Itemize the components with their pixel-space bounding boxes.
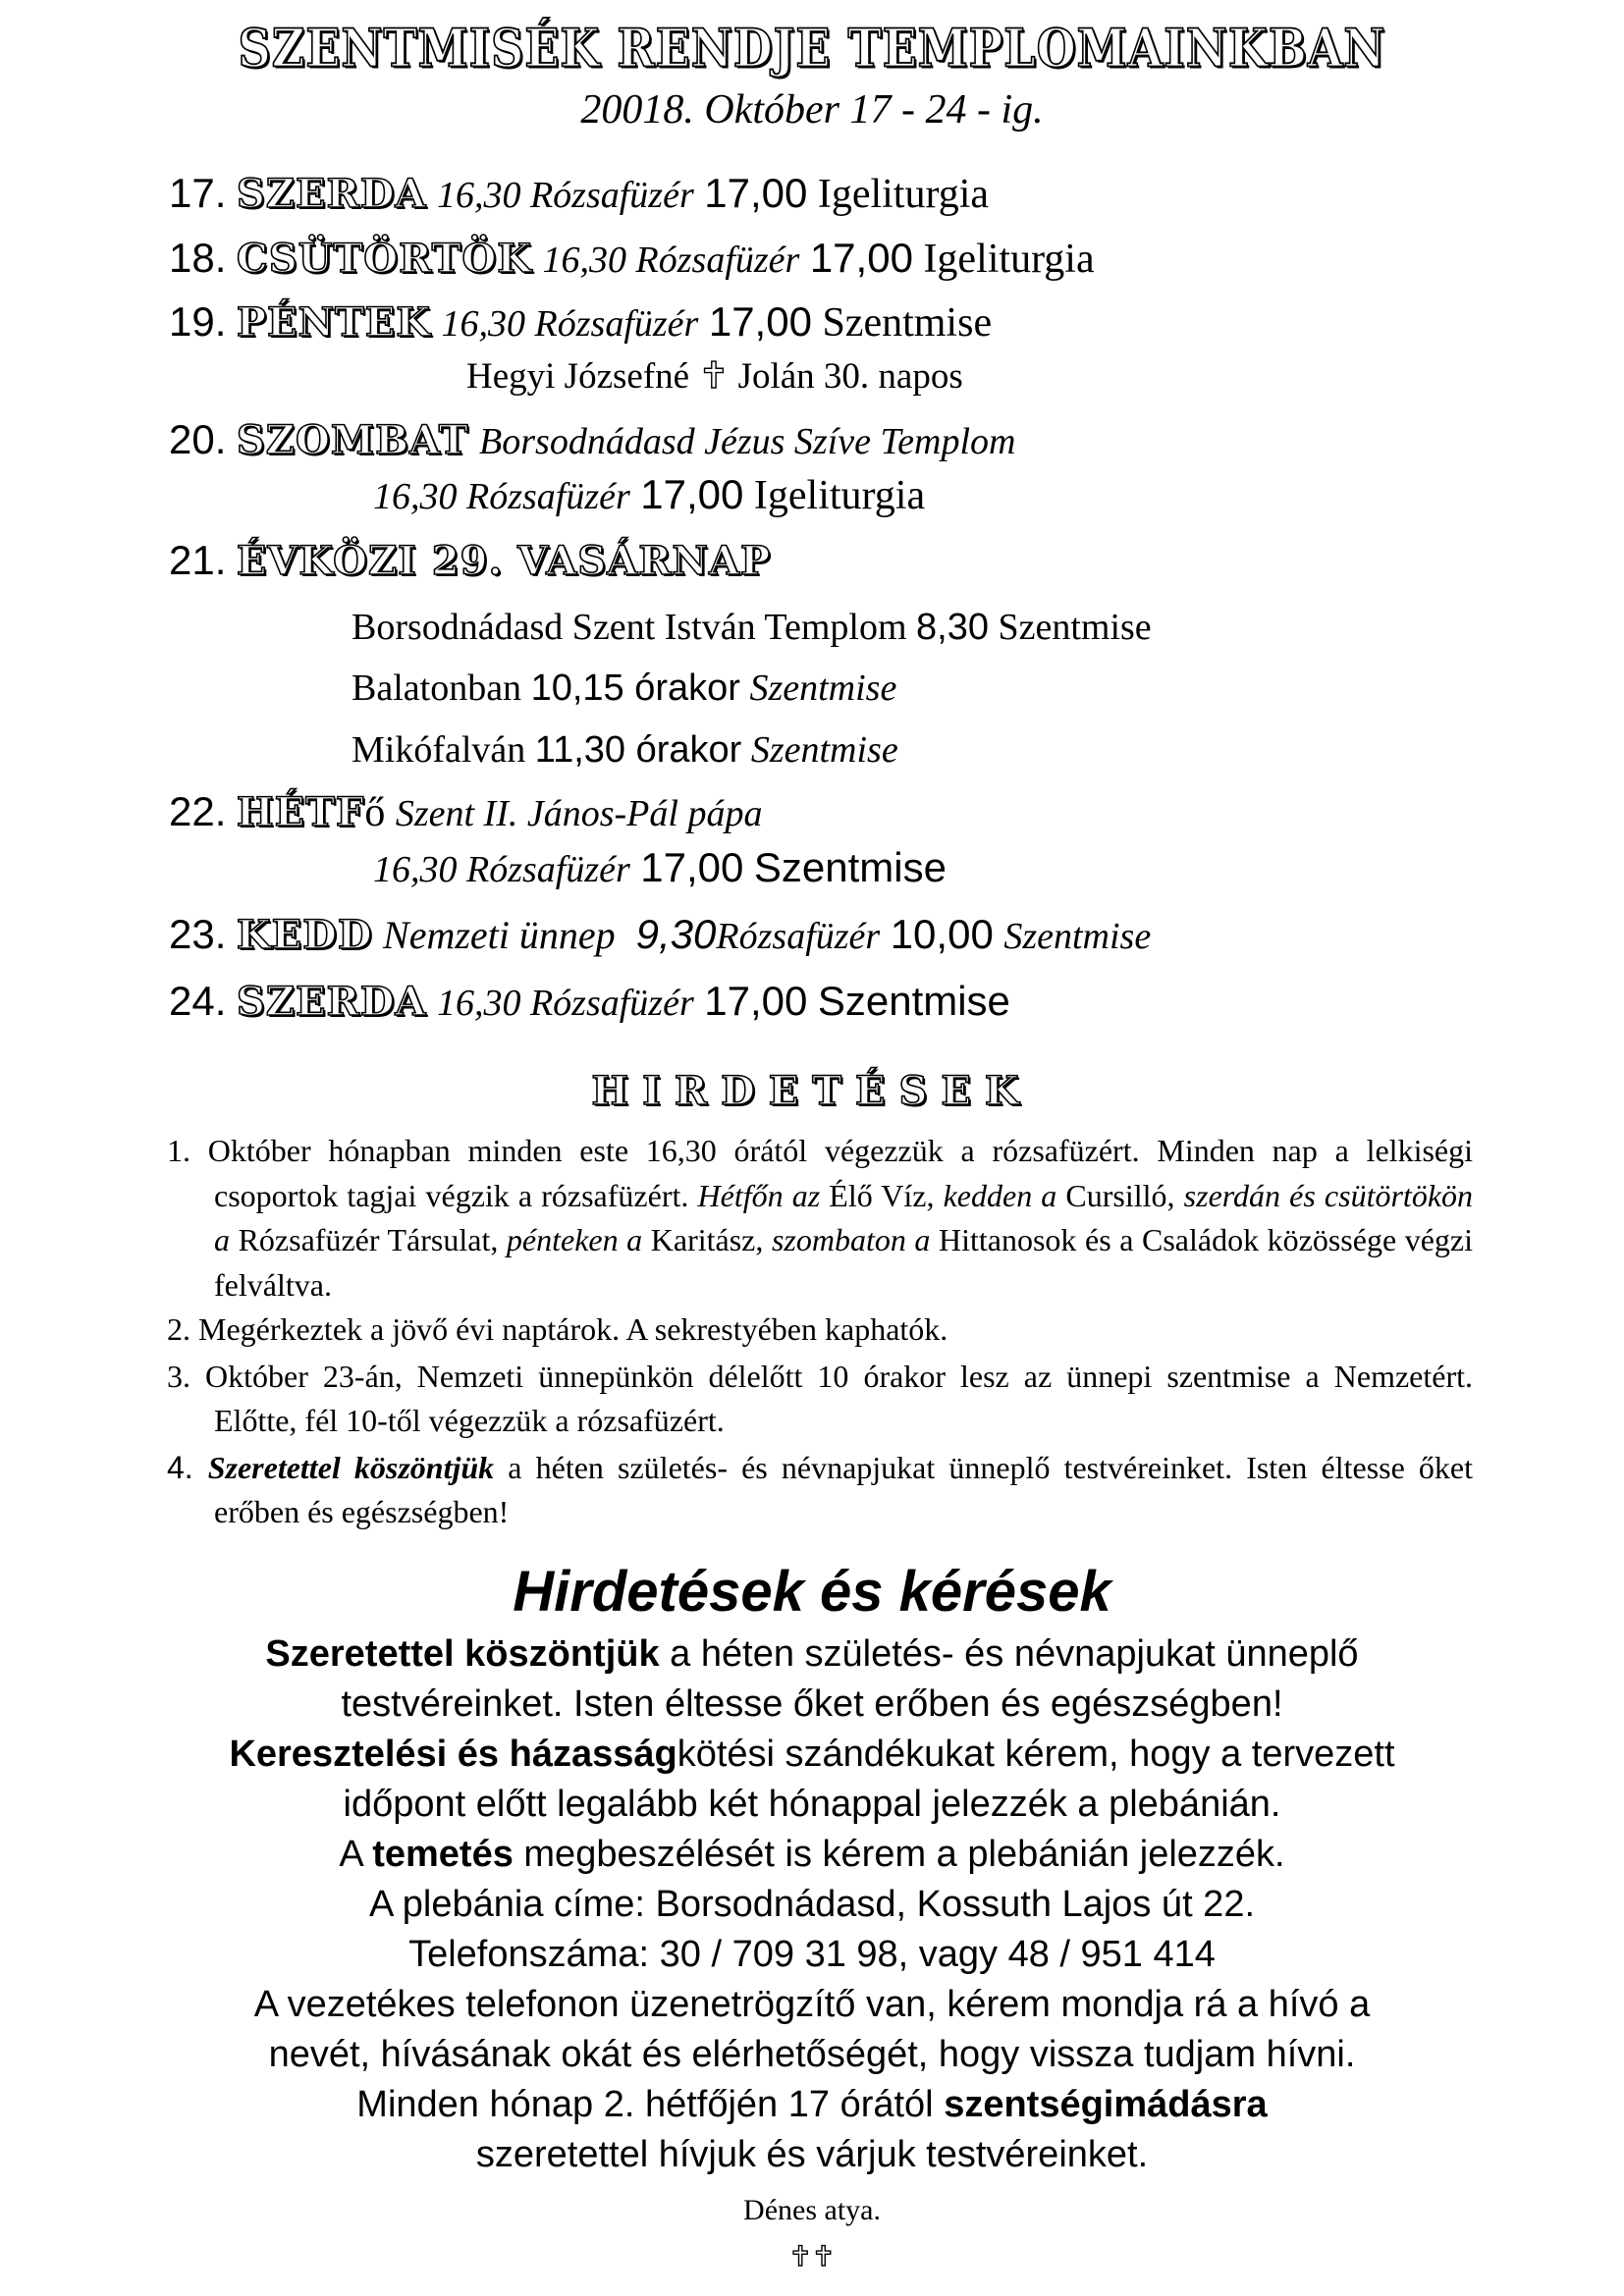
rosary-time: 16,30 Rózsafüzér (436, 175, 694, 216)
request-line (0, 2130, 1624, 2180)
announcement-text: Karitász, (650, 1222, 772, 1257)
service-label: Igeliturgia (923, 237, 1095, 282)
request-line (0, 1830, 1624, 1880)
day-name: ÉVKÖZI 29. VASÁRNAP (236, 538, 772, 584)
announcement-number: 2. (167, 1311, 198, 1347)
day-number: 23. (169, 911, 227, 957)
requests-heading: Hirdetések és kérések (513, 1560, 1111, 1624)
memorial-detail: Jolán 30. napos (737, 356, 963, 397)
service-label: Szentmise (1003, 916, 1152, 957)
service-label: Igeliturgia (817, 172, 990, 217)
day-name-tail: ő (364, 790, 386, 835)
mass-label: Szentmise (749, 667, 897, 709)
request-text: időpont előtt legalább két hónappal jelezzék a plebánián. (343, 1784, 1281, 1825)
request-text: A plebánia címe: Borsodnádasd, Kossuth Lajos út 22. (368, 1884, 1256, 1925)
request-text: Telefonszáma: 30 / 709 31 98, vagy 48 / 951 414 (408, 1934, 1216, 1975)
request-line (0, 2080, 1624, 2130)
announcement-number: 1. (167, 1133, 208, 1168)
rosary-label: Rózsafüzér (716, 916, 881, 957)
mass-time: 8,30 (916, 607, 989, 648)
announcement-text: a héten születés- és névnapjukat ünneplő testvéreinket. Isten éltesse őket erőben és egészségben! (214, 1449, 1474, 1529)
feast-name: Szent II. János-Pál pápa (395, 793, 763, 834)
schedule-row-19 (169, 297, 992, 348)
day-number: 20. (169, 416, 227, 462)
service-time: 17,00 (809, 235, 913, 281)
announcements-list (167, 1129, 1473, 1535)
request-emphasis: Szeretettel köszöntjük (265, 1633, 660, 1675)
memorial-name: Hegyi Józsefné (466, 356, 690, 397)
announcement-text: kedden a (943, 1177, 1066, 1213)
day-name: PÉNTEK (236, 299, 432, 346)
date-range: 20018. Október 17 - 24 - ig. (580, 87, 1044, 133)
service-time: 17,00 (640, 471, 744, 517)
schedule-row-23 (169, 910, 1151, 961)
announcement-text: Megérkeztek a jövő évi naptárok. A sekrestyében kaphatók. (198, 1311, 948, 1347)
day-number: 17. (169, 170, 227, 216)
cross-icon: ✝ (698, 354, 730, 397)
request-line (0, 1980, 1624, 2030)
announcement-text: pénteken a (506, 1222, 651, 1257)
request-emphasis: temetés (372, 1834, 514, 1875)
mass-time: 11,30 órakor (534, 729, 742, 771)
service-label: Szentmise (822, 300, 993, 346)
service-label: Igeliturgia (753, 473, 926, 518)
request-emphasis: Keresztelési és házasság (229, 1734, 677, 1775)
service-time: 17,00 (708, 298, 812, 345)
announcement-item (167, 1446, 1473, 1535)
announcement-text: szombaton a (771, 1222, 939, 1257)
schedule-row-20-times (373, 470, 925, 521)
request-text: Minden hónap 2. hétfőjén 17 órától (356, 2084, 945, 2125)
request-line (0, 1880, 1624, 1930)
rosary-time: 16,30 Rózsafüzér (436, 983, 694, 1024)
rosary-time: 16,30 Rózsafüzér (542, 240, 800, 281)
schedule-row-17 (169, 169, 989, 220)
announcement-text: Élő Víz, (829, 1177, 944, 1213)
day-name: HÉTF (236, 789, 365, 835)
announcement-text: Rózsafüzér Társulat, (238, 1222, 507, 1257)
announcement-text: szerdán és csütörtökön a (214, 1177, 1474, 1257)
announcement-item (167, 1355, 1473, 1444)
request-line (0, 1680, 1624, 1730)
announcement-number: 4. (167, 1449, 208, 1485)
request-text: kötési szándékukat kérem, hogy a tervezett (677, 1734, 1395, 1775)
announcement-item (167, 1308, 1473, 1353)
day-number: 22. (169, 788, 227, 834)
day-number: 18. (169, 235, 227, 281)
schedule-row-18 (169, 234, 1095, 285)
request-text: A (339, 1834, 373, 1875)
mass-label: Szentmise (750, 729, 898, 771)
day-number: 21. (169, 537, 227, 583)
rosary-time: 16,30 Rózsafüzér (373, 849, 630, 890)
service-time: 17,00 (704, 978, 808, 1024)
request-line (0, 1629, 1624, 1680)
schedule-row-20 (169, 415, 1015, 466)
day-number: 24. (169, 978, 227, 1024)
mass-time: 10,15 órakor (530, 667, 740, 709)
mass-line (352, 603, 1152, 652)
day-number: 19. (169, 298, 227, 345)
service-label: Szentmise (817, 978, 1010, 1024)
location: Borsodnádasd Jézus Szíve Templom (479, 421, 1016, 462)
request-line (0, 1730, 1624, 1780)
schedule-row-22 (169, 787, 762, 838)
cross-icon: ✝ (788, 2240, 812, 2272)
requests-block (0, 1629, 1624, 2180)
announcement-text: Cursilló, (1065, 1177, 1184, 1213)
rosary-time: 16,30 Rózsafüzér (441, 303, 699, 345)
announcement-item (167, 1129, 1473, 1308)
rosary-time: 16,30 Rózsafüzér (373, 476, 630, 517)
mass-place: Borsodnádasd Szent István Templom (352, 607, 907, 648)
request-text: szeretettel hívjuk és várjuk testvéreinket. (475, 2134, 1149, 2175)
announcement-text: Hittanosok és a Családok közössége végzi felváltva. (214, 1222, 1474, 1303)
request-text: A vezetékes telefonon üzenetrögzítő van, kérem mondja rá a hívó a (253, 1984, 1371, 2025)
mass-place: Mikófalván (352, 729, 526, 771)
schedule-row-22-times (373, 843, 947, 894)
service-time: 17,00 (640, 844, 744, 890)
request-text: testvéreinket. Isten éltesse őket erőben és egészségben! (341, 1683, 1283, 1725)
day-name: SZOMBAT (236, 417, 469, 463)
memorial-note (466, 351, 963, 401)
mass-line (352, 664, 896, 713)
service-time: 17,00 (704, 170, 808, 216)
service-label: Szentmise (753, 844, 947, 890)
cross-icon: ✝ (812, 2240, 836, 2272)
announcement-number: 3. (167, 1358, 206, 1394)
page-title: SZENTMISÉK RENDJE TEMPLOMAINKBAN (238, 17, 1386, 80)
request-text: megbeszélését is kérem a plebánián jelezzék. (513, 1834, 1285, 1875)
day-name: KEDD (236, 912, 373, 958)
signature-crosses (0, 2240, 1624, 2273)
request-emphasis: szentségimádásra (944, 2084, 1268, 2125)
request-line (0, 2030, 1624, 2080)
announcements-heading: HIRDETÉSEK (591, 1068, 1033, 1114)
day-name: SZERDA (236, 979, 427, 1025)
announcement-text: Hétfőn az (697, 1177, 830, 1213)
mass-label: Szentmise (998, 607, 1152, 648)
request-line (0, 1780, 1624, 1830)
request-text: a héten születés- és névnapjukat ünneplő (659, 1633, 1359, 1675)
mass-line (352, 725, 898, 774)
announcement-text: Október 23-án, Nemzeti ünnepünkön délelőtt 10 órakor lesz az ünnepi szentmise a Nemzetért. Előtte, fél 10-től végezzük a rózsafüzért. (205, 1358, 1474, 1438)
rosary-time: 9,30 (635, 911, 717, 957)
holiday-name: Nemzeti ünnep (383, 913, 616, 957)
request-line (0, 1930, 1624, 1980)
day-name: CSÜTÖRTÖK (236, 236, 533, 282)
schedule-row-24 (169, 977, 1010, 1028)
service-time: 10,00 (890, 911, 994, 957)
announcement-text: Október hónapban minden este 16,30 órától végezzük a rózsafüzért. Minden nap a lelkiségi csoportok tagjai végzik a rózsafüzért. (207, 1133, 1474, 1213)
day-name: SZERDA (236, 171, 427, 217)
mass-place: Balatonban (352, 667, 522, 709)
request-text: nevét, hívásának okát és elérhetőségét, hogy vissza tudjam hívni. (268, 2034, 1356, 2075)
schedule-row-21 (169, 536, 771, 586)
announcement-text: Szeretettel köszöntjük (207, 1449, 495, 1485)
signature: Dénes atya. (743, 2194, 881, 2226)
